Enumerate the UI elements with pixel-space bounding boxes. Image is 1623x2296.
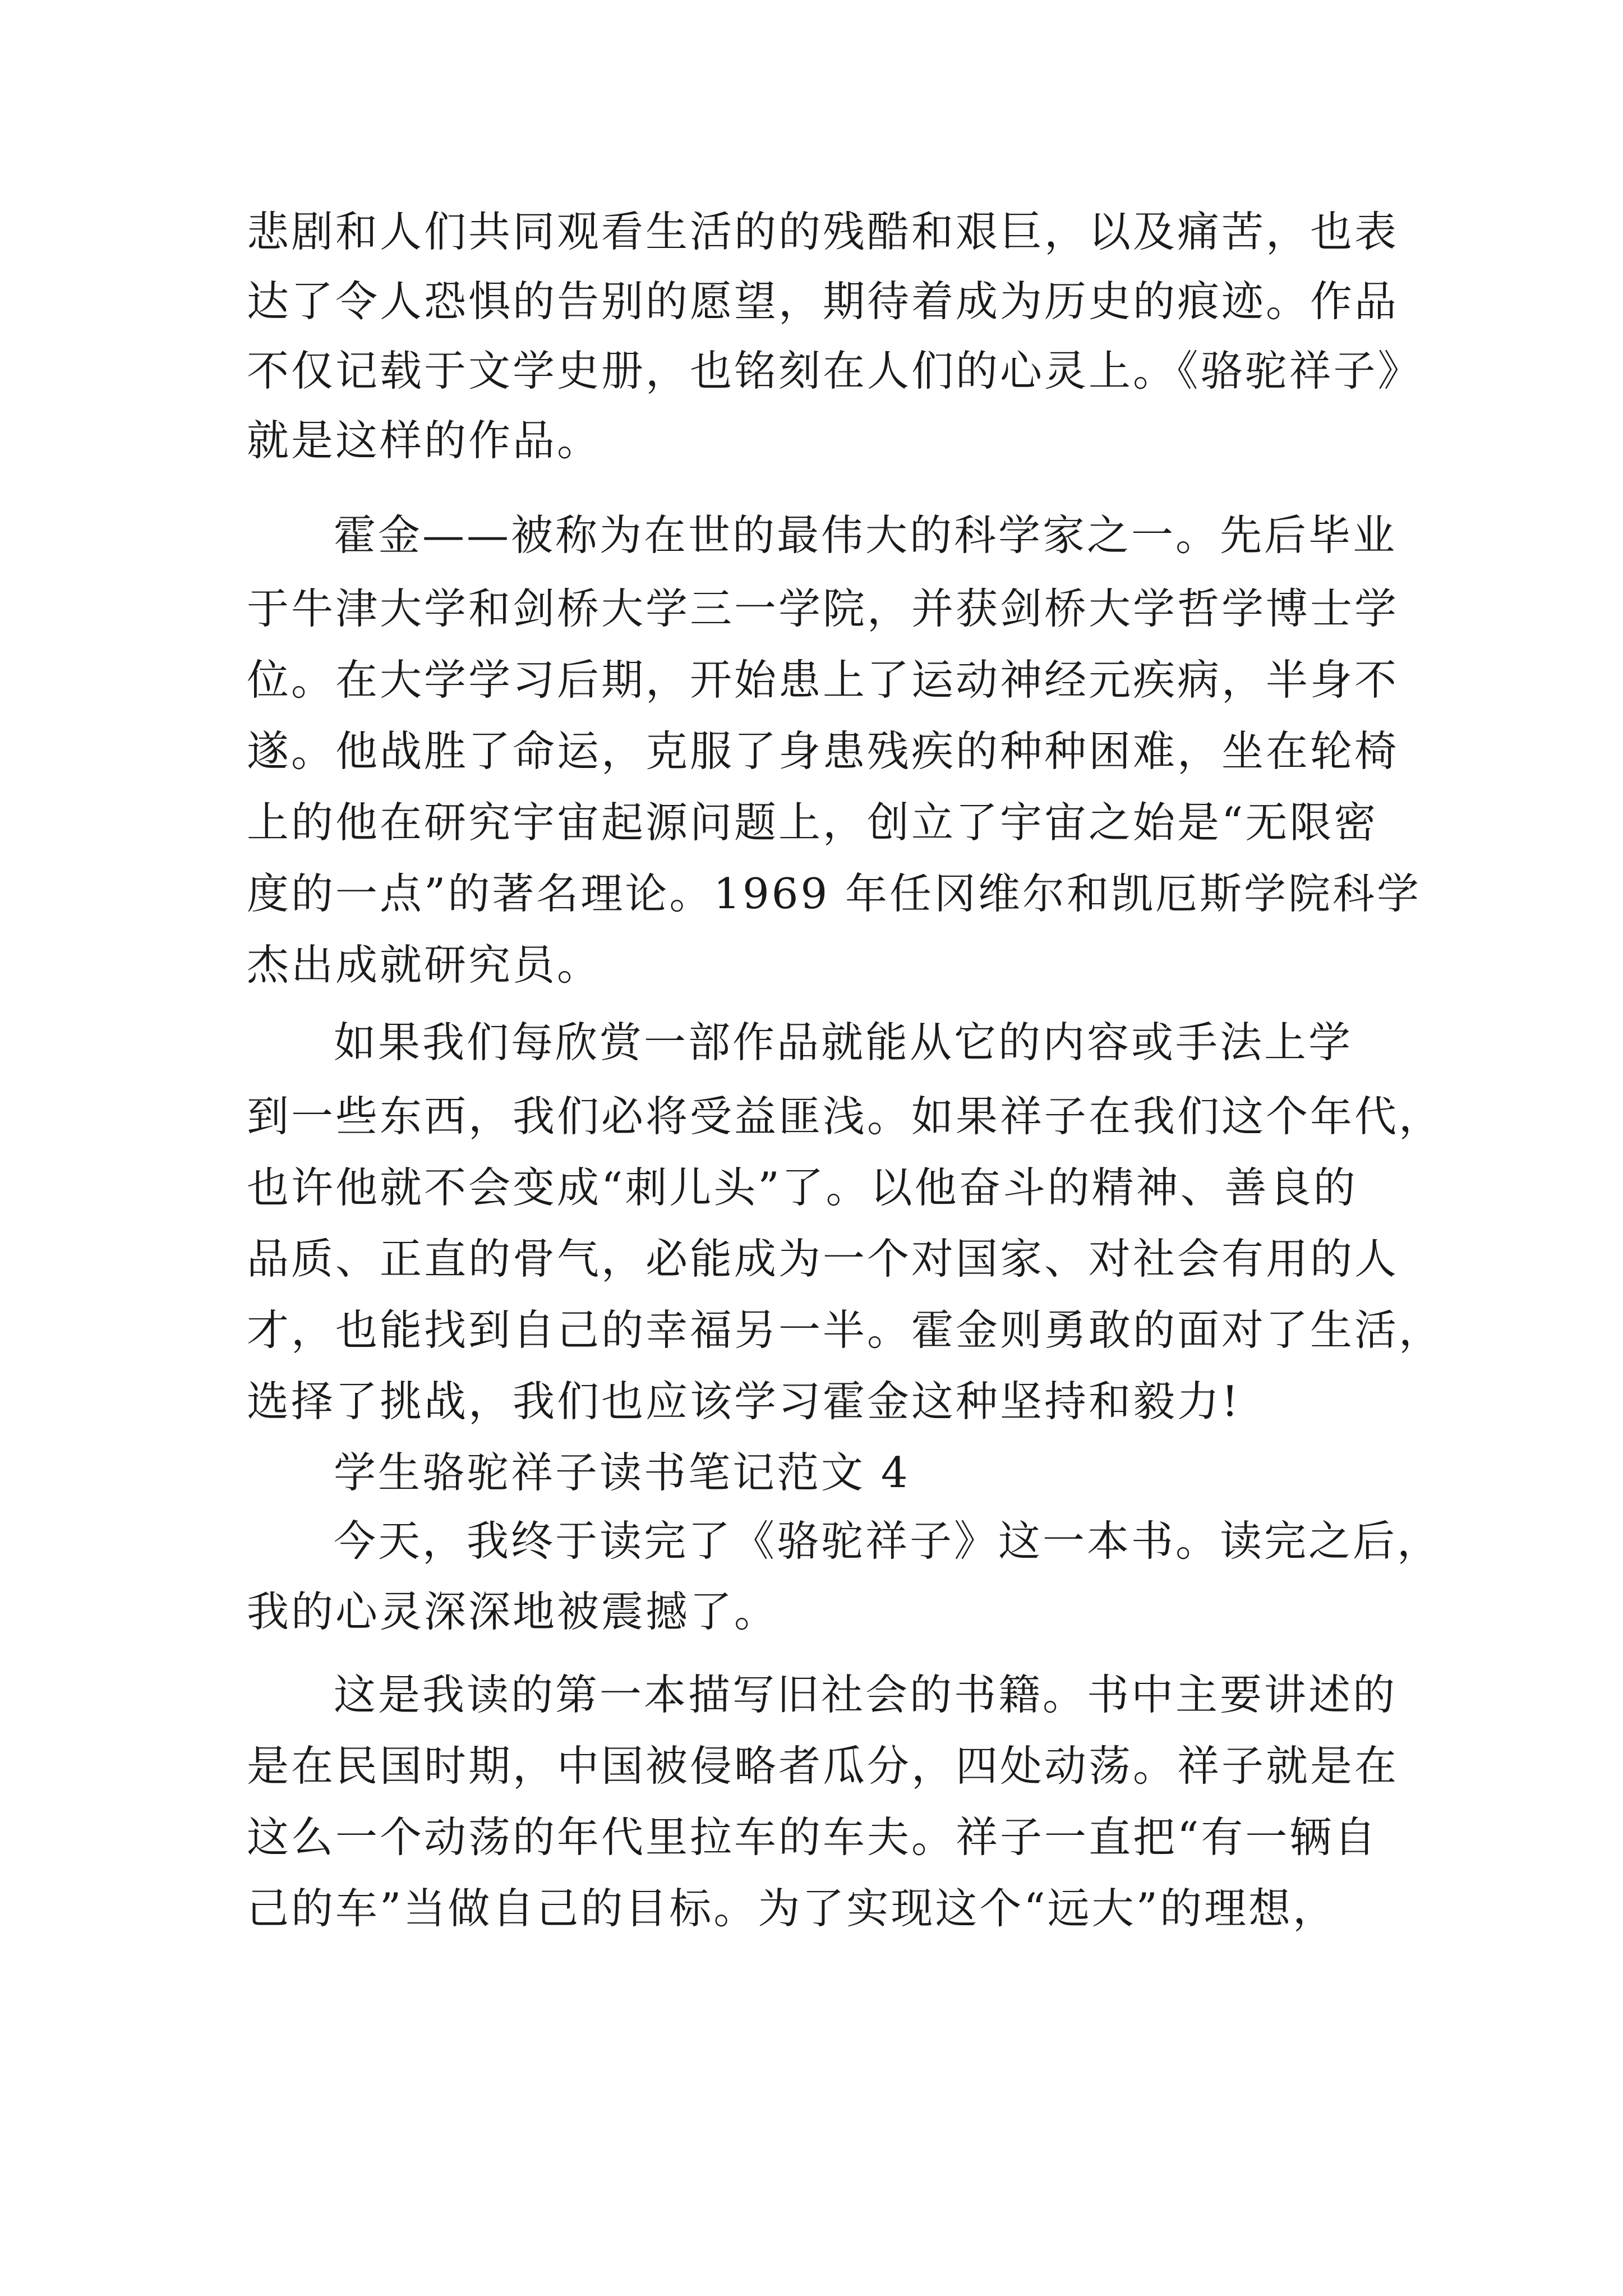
paragraph-first-line: 今天，我终于读完了《骆驼祥子》这一本书。读完之后，: [334, 1516, 1442, 1566]
text-line: 品质、正直的骨气，必能成为一个对国家、对社会有用的人: [247, 1234, 1399, 1283]
text-line: 到一些东西，我们必将受益匪浅。如果祥子在我们这个年代，: [247, 1092, 1444, 1141]
text-line: 就是这样的作品。: [247, 416, 602, 465]
text-line: 是在民国时期，中国被侵略者瓜分，四处动荡。祥子就是在: [247, 1741, 1399, 1791]
text-line: 我的心灵深深地被震撼了。: [247, 1587, 779, 1636]
text-line: 不仅记载于文学史册，也铭刻在人们的心灵上。《骆驼祥子》: [247, 346, 1422, 395]
text-line: 己的车”当做自己的目标。为了实现这个“远大”的理想，: [247, 1884, 1338, 1933]
text-line: 悲剧和人们共同观看生活的的残酷和艰巨，以及痛苦，也表: [247, 207, 1399, 256]
text-line: 也许他就不会变成“刺儿头”了。以他奋斗的精神、善良的: [247, 1163, 1358, 1212]
text-line: 才，也能找到自己的幸福另一半。霍金则勇敢的面对了生活，: [247, 1305, 1444, 1355]
text-line: 选择了挑战，我们也应该学习霍金这种坚持和毅力!: [247, 1377, 1241, 1426]
text-line: 位。在大学学习后期，开始患上了运动神经元疾病，半身不: [247, 655, 1399, 705]
text-line: 于牛津大学和剑桥大学三一学院，并获剑桥大学哲学博士学: [247, 584, 1399, 633]
text-line: 上的他在研究宇宙起源问题上，创立了宇宙之始是“无限密: [247, 798, 1378, 847]
text-line: 遂。他战胜了命运，克服了身患残疾的种种困难，坐在轮椅: [247, 726, 1399, 776]
paragraph-first-line: 如果我们每欣赏一部作品就能从它的内容或手法上学: [334, 1018, 1353, 1067]
section-heading: 学生骆驼祥子读书笔记范文 4: [334, 1448, 910, 1497]
text-line: 这么一个动荡的年代里拉车的车夫。祥子一直把“有一辆自: [247, 1812, 1378, 1862]
text-line: 达了令人恐惧的告别的愿望，期待着成为历史的痕迹。作品: [247, 277, 1399, 326]
text-line: 度的一点”的著名理论。1969 年任冈维尔和凯厄斯学院科学: [247, 869, 1422, 918]
paragraph-first-line: 霍金——被称为在世的最伟大的科学家之一。先后毕业: [334, 510, 1398, 560]
paragraph-first-line: 这是我读的第一本描写旧社会的书籍。书中主要讲述的: [334, 1670, 1398, 1719]
text-line: 杰出成就研究员。: [247, 940, 602, 990]
